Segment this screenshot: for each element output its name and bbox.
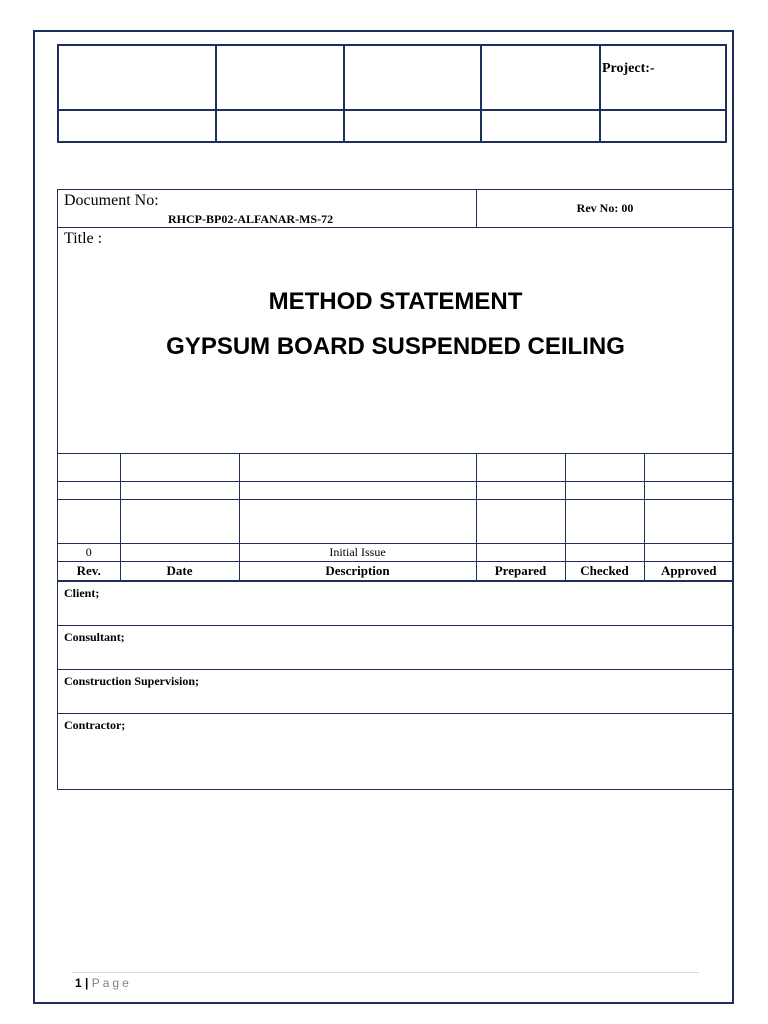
table-cell [476, 500, 565, 544]
table-cell [239, 454, 476, 482]
header-cell [481, 110, 600, 142]
document-info-box [57, 189, 734, 790]
document-number-row [58, 190, 733, 228]
consultant-section [58, 625, 733, 670]
document-number-value: RHCP-BP02-ALFANAR-MS-72 [168, 212, 334, 226]
document-number [64, 192, 334, 226]
column-header: Description [239, 562, 476, 581]
rev-number: Rev No: 00 [476, 190, 733, 227]
table-row [58, 544, 733, 562]
column-header: Date [120, 562, 239, 581]
table-cell [644, 500, 733, 544]
table-cell [644, 544, 733, 562]
header-cell [481, 45, 600, 110]
header-cell [344, 45, 481, 110]
table-cell [239, 500, 476, 544]
table-cell [644, 454, 733, 482]
supervision-section [58, 669, 733, 714]
table-cell [120, 482, 239, 500]
consultant-label: Consultant; [64, 630, 125, 644]
revision-table [58, 453, 733, 581]
document-title-line2: GYPSUM BOARD SUSPENDED CEILING [166, 333, 625, 360]
footer-separator: | [85, 976, 89, 990]
table-cell [476, 454, 565, 482]
header-cell [216, 110, 344, 142]
table-cell [239, 482, 476, 500]
table-cell: Initial Issue [239, 544, 476, 562]
page-label: Page [91, 976, 132, 990]
supervision-label: Construction Supervision; [64, 674, 200, 688]
table-cell [120, 454, 239, 482]
column-header: Rev. [58, 562, 120, 581]
table-cell [476, 482, 565, 500]
footer-divider [72, 972, 699, 973]
header-table [57, 44, 727, 143]
header-cell [58, 45, 216, 110]
table-cell: 0 [58, 544, 120, 562]
table-header-row [58, 562, 733, 581]
table-cell [565, 482, 644, 500]
document-title-line1: METHOD STATEMENT [268, 288, 523, 315]
table-cell [565, 500, 644, 544]
table-cell [644, 482, 733, 500]
table-cell [476, 544, 565, 562]
table-cell [565, 544, 644, 562]
table-cell [58, 454, 120, 482]
client-label: Client; [64, 586, 100, 600]
page-footer [75, 976, 132, 990]
table-cell [120, 500, 239, 544]
table-cell [58, 500, 120, 544]
document-number-label: Document No: [64, 192, 159, 209]
contractor-label: Contractor; [64, 718, 126, 732]
header-cell [216, 45, 344, 110]
table-cell [120, 544, 239, 562]
column-header: Approved [644, 562, 733, 581]
table-row [58, 482, 733, 500]
table-row [58, 454, 733, 482]
table-cell [58, 482, 120, 500]
header-cell [344, 110, 481, 142]
header-cell [600, 110, 726, 142]
page-number: 1 [75, 976, 82, 990]
contractor-section [58, 713, 733, 789]
header-cell [58, 110, 216, 142]
client-section [58, 581, 733, 626]
column-header: Prepared [476, 562, 565, 581]
project-label: Project:- [600, 45, 726, 110]
column-header: Checked [565, 562, 644, 581]
table-cell [565, 454, 644, 482]
table-row [58, 500, 733, 544]
title-label: Title : [64, 230, 103, 247]
